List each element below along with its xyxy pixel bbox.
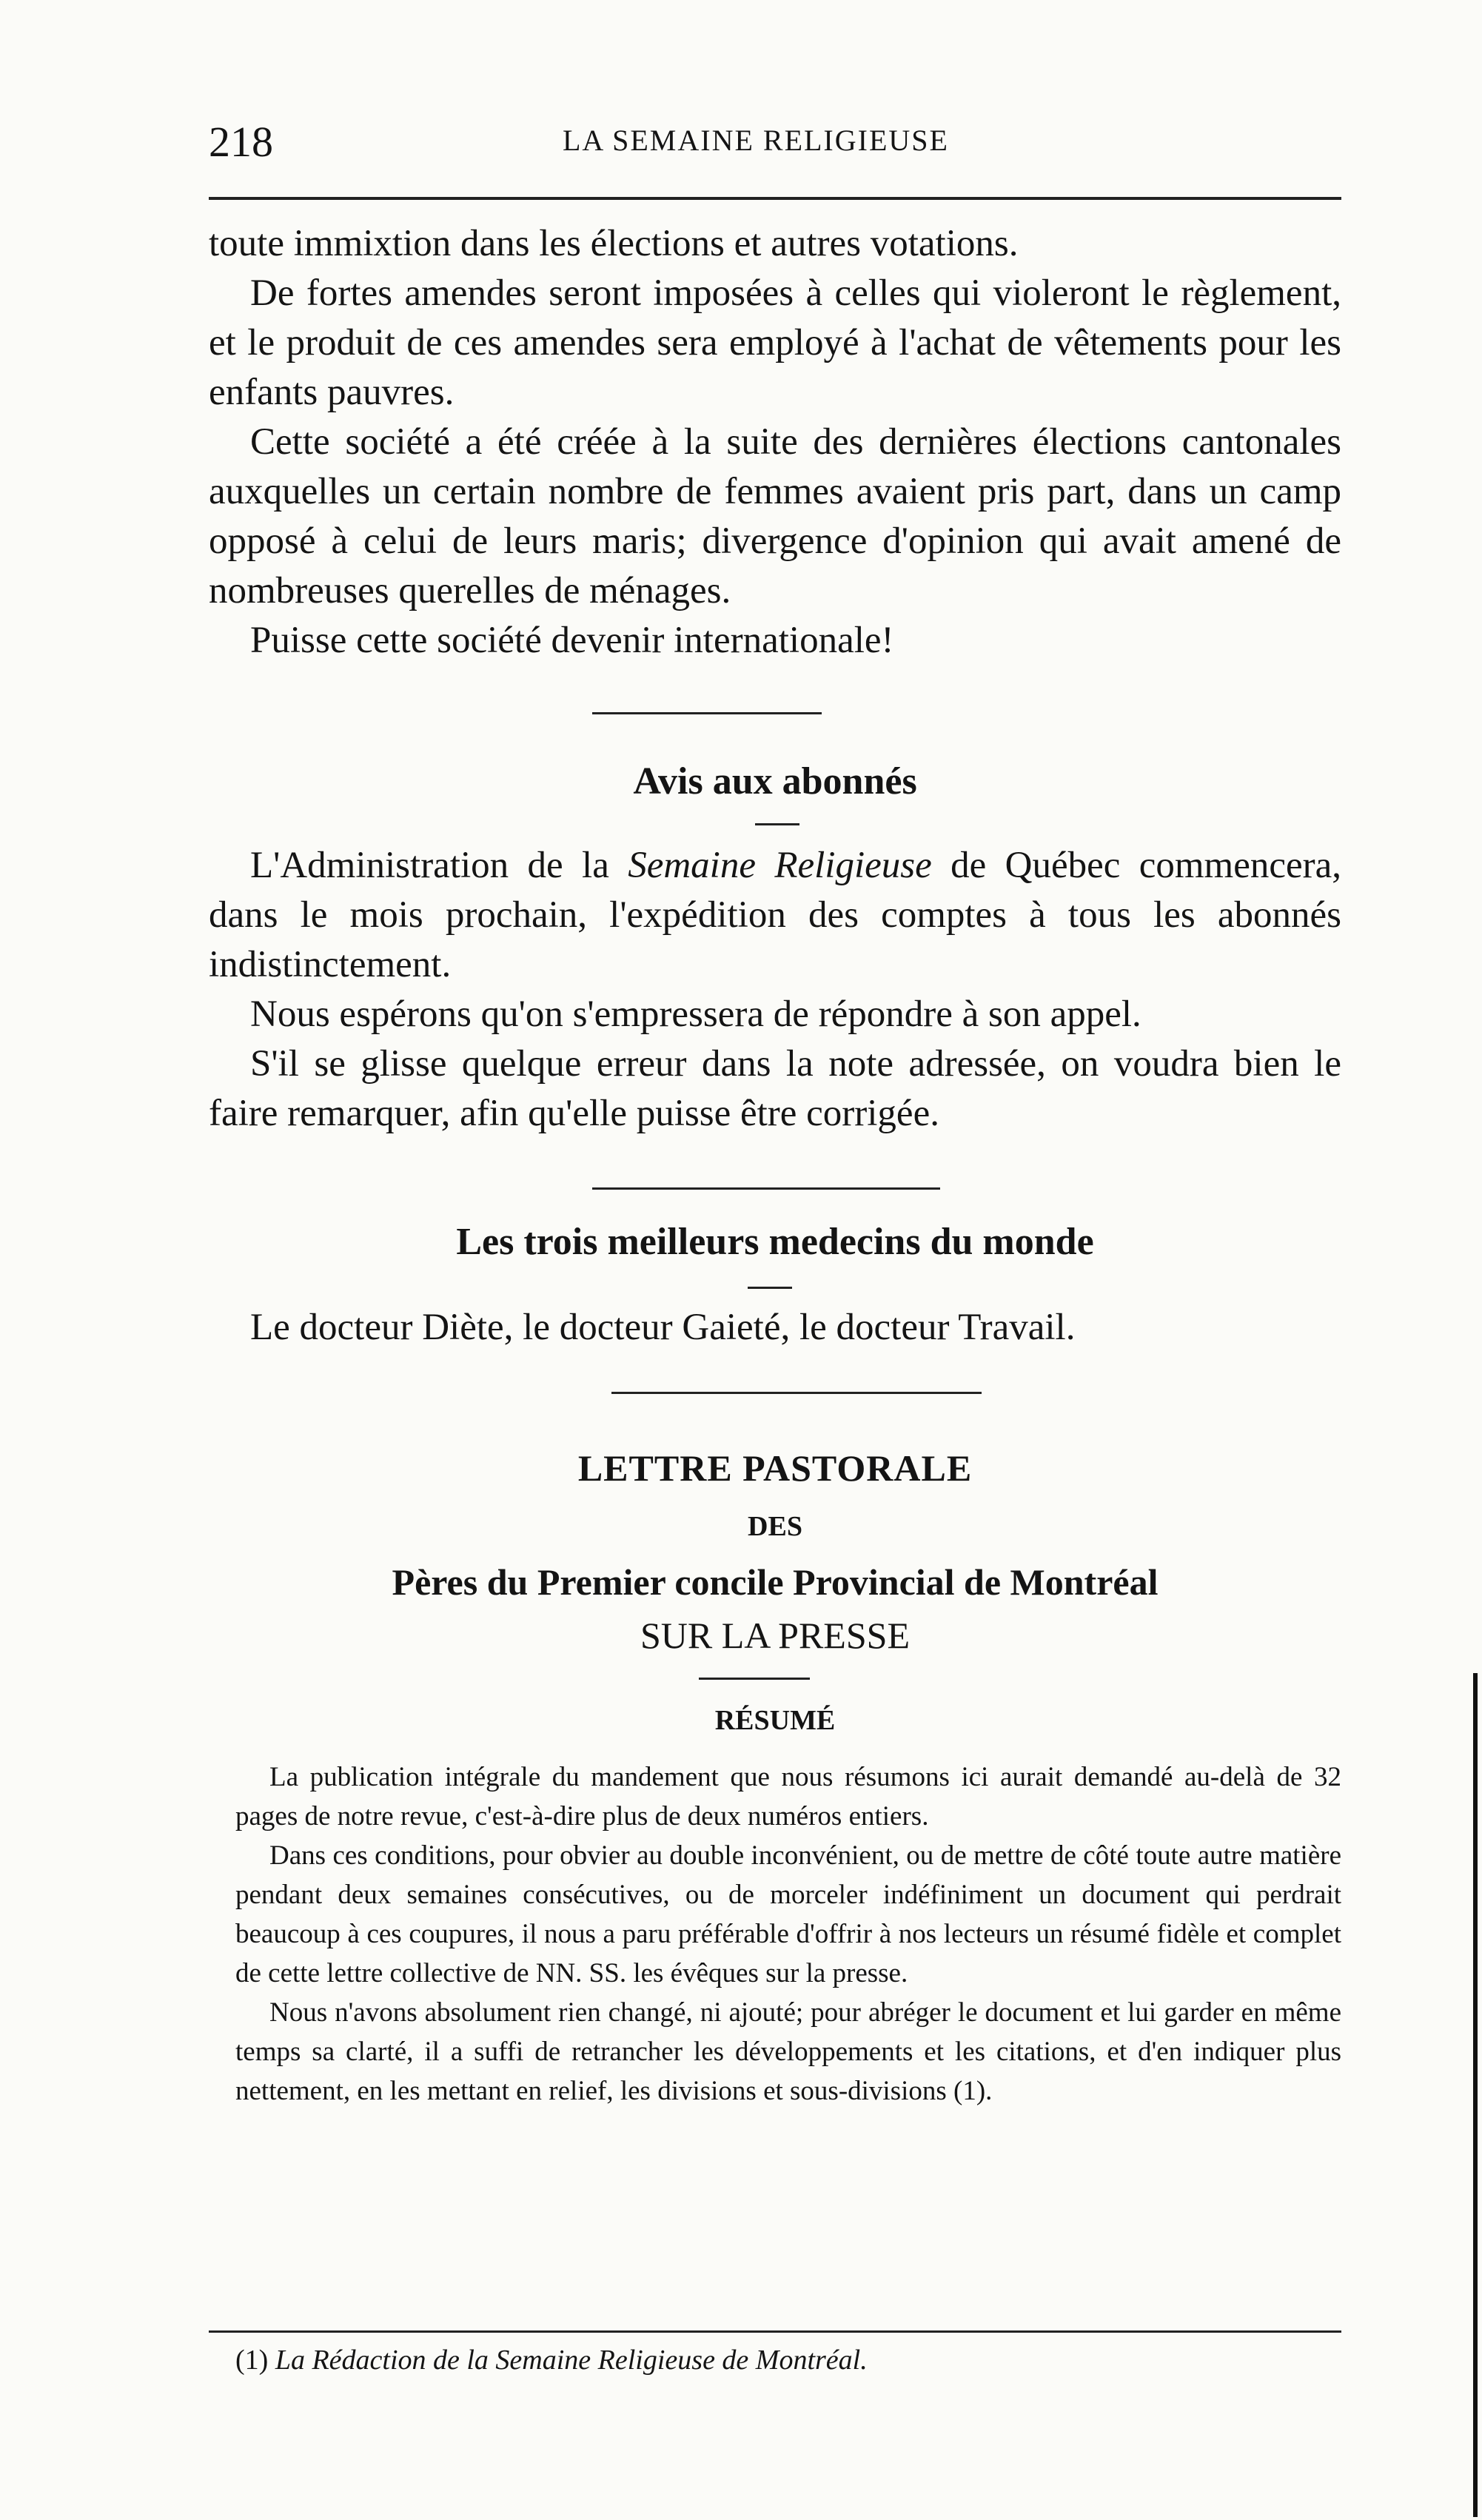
section-separator-1	[592, 712, 822, 714]
avis-paragraph-2: Nous espérons qu'on s'empressera de répondre à son appel.	[250, 993, 1141, 1035]
footnote-rule	[209, 2330, 1341, 2333]
avis-paragraph-1	[209, 841, 1341, 990]
footnote-text: La Rédaction de la Semaine Religieuse de Montréal.	[275, 2345, 868, 2376]
paragraph-2: De fortes amendes seront imposées à celles qui violeront le règlement, et le produit de ces amendes sera employé à l'achat de vêtements pour les enfants pauvres.	[209, 272, 1341, 413]
page-number: 218	[209, 118, 273, 166]
lettre-des: DES	[748, 1511, 802, 1542]
lettre-subtitle: Pères du Premier concile Provincial de Montréal	[392, 1561, 1159, 1603]
article-continuation	[209, 219, 1341, 666]
resume-body	[235, 1757, 1341, 2111]
avis-p1-before: L'Administration de la	[250, 845, 628, 886]
running-head: LA SEMAINE RELIGIEUSE	[563, 124, 949, 157]
resume-paragraph-3: Nous n'avons absolument rien changé, ni ajouté; pour abréger le document et lui garder en même temps sa clarté, il a suffi de retrancher les développements et les citations, et d'en indiquer plus nettement, en les mettant en relief, les divisions et sous-divisions (1).	[235, 1997, 1341, 2106]
page-header	[209, 111, 1341, 170]
publication-name: Semaine Religieuse	[628, 845, 932, 886]
footnote	[235, 2344, 868, 2376]
paragraph-4: Puisse cette société devenir internationale!	[250, 620, 894, 661]
avis-paragraph-3: S'il se glisse quelque erreur dans la note adressée, on voudra bien le faire remarquer, afin qu'elle puisse être corrigée.	[209, 1043, 1341, 1134]
lettre-rule	[699, 1678, 810, 1680]
section-separator-3	[611, 1392, 982, 1394]
resume-label: RÉSUMÉ	[714, 1705, 836, 1736]
title-dash-2	[748, 1287, 792, 1289]
avis-body	[209, 841, 1341, 1139]
medecins-title: Les trois meilleurs medecins du monde	[456, 1221, 1094, 1263]
lettre-sur: SUR LA PRESSE	[640, 1615, 910, 1656]
header-rule	[209, 197, 1341, 200]
section-separator-2	[592, 1187, 940, 1190]
lettre-title: LETTRE PASTORALE	[577, 1447, 973, 1489]
page-edge-shadow	[1473, 1673, 1478, 2517]
medecins-body	[209, 1303, 1341, 1353]
title-dash-1	[755, 823, 799, 825]
paragraph-3: Cette société a été créée à la suite des dernières élections cantonales auxquelles un certain nombre de femmes avaient pris part, dans un camp opposé à celui de leurs maris; divergence d'opinion qui avait amené de nombreuses querelles de ménages.	[209, 421, 1341, 611]
resume-paragraph-2: Dans ces conditions, pour obvier au double inconvénient, ou de mettre de côté toute autre matière pendant deux semaines consécutives, ou de morceler indéfiniment un document qui perdrait beaucoup à ces coupures, il nous a paru préférable d'offrir à nos lecteurs un résumé fidèle et complet de cette lettre collective de NN. SS. les évêques sur la presse.	[235, 1840, 1341, 1988]
resume-paragraph-1: La publication intégrale du mandement que nous résumons ici aurait demandé au-delà de 32 pages de notre revue, c'est-à-dire plus de deux numéros entiers.	[235, 1762, 1341, 1832]
avis-title: Avis aux abonnés	[633, 760, 917, 802]
avis-p1-after: de Québec commencera, dans le mois prochain, l'expédition des comptes à tous les abonnés indistinctement.	[209, 845, 1341, 985]
footnote-marker: (1)	[235, 2345, 269, 2376]
paragraph-1: toute immixtion dans les élections et autres votations.	[209, 223, 1019, 264]
medecins-text: Le docteur Diète, le docteur Gaieté, le docteur Travail.	[250, 1307, 1076, 1348]
